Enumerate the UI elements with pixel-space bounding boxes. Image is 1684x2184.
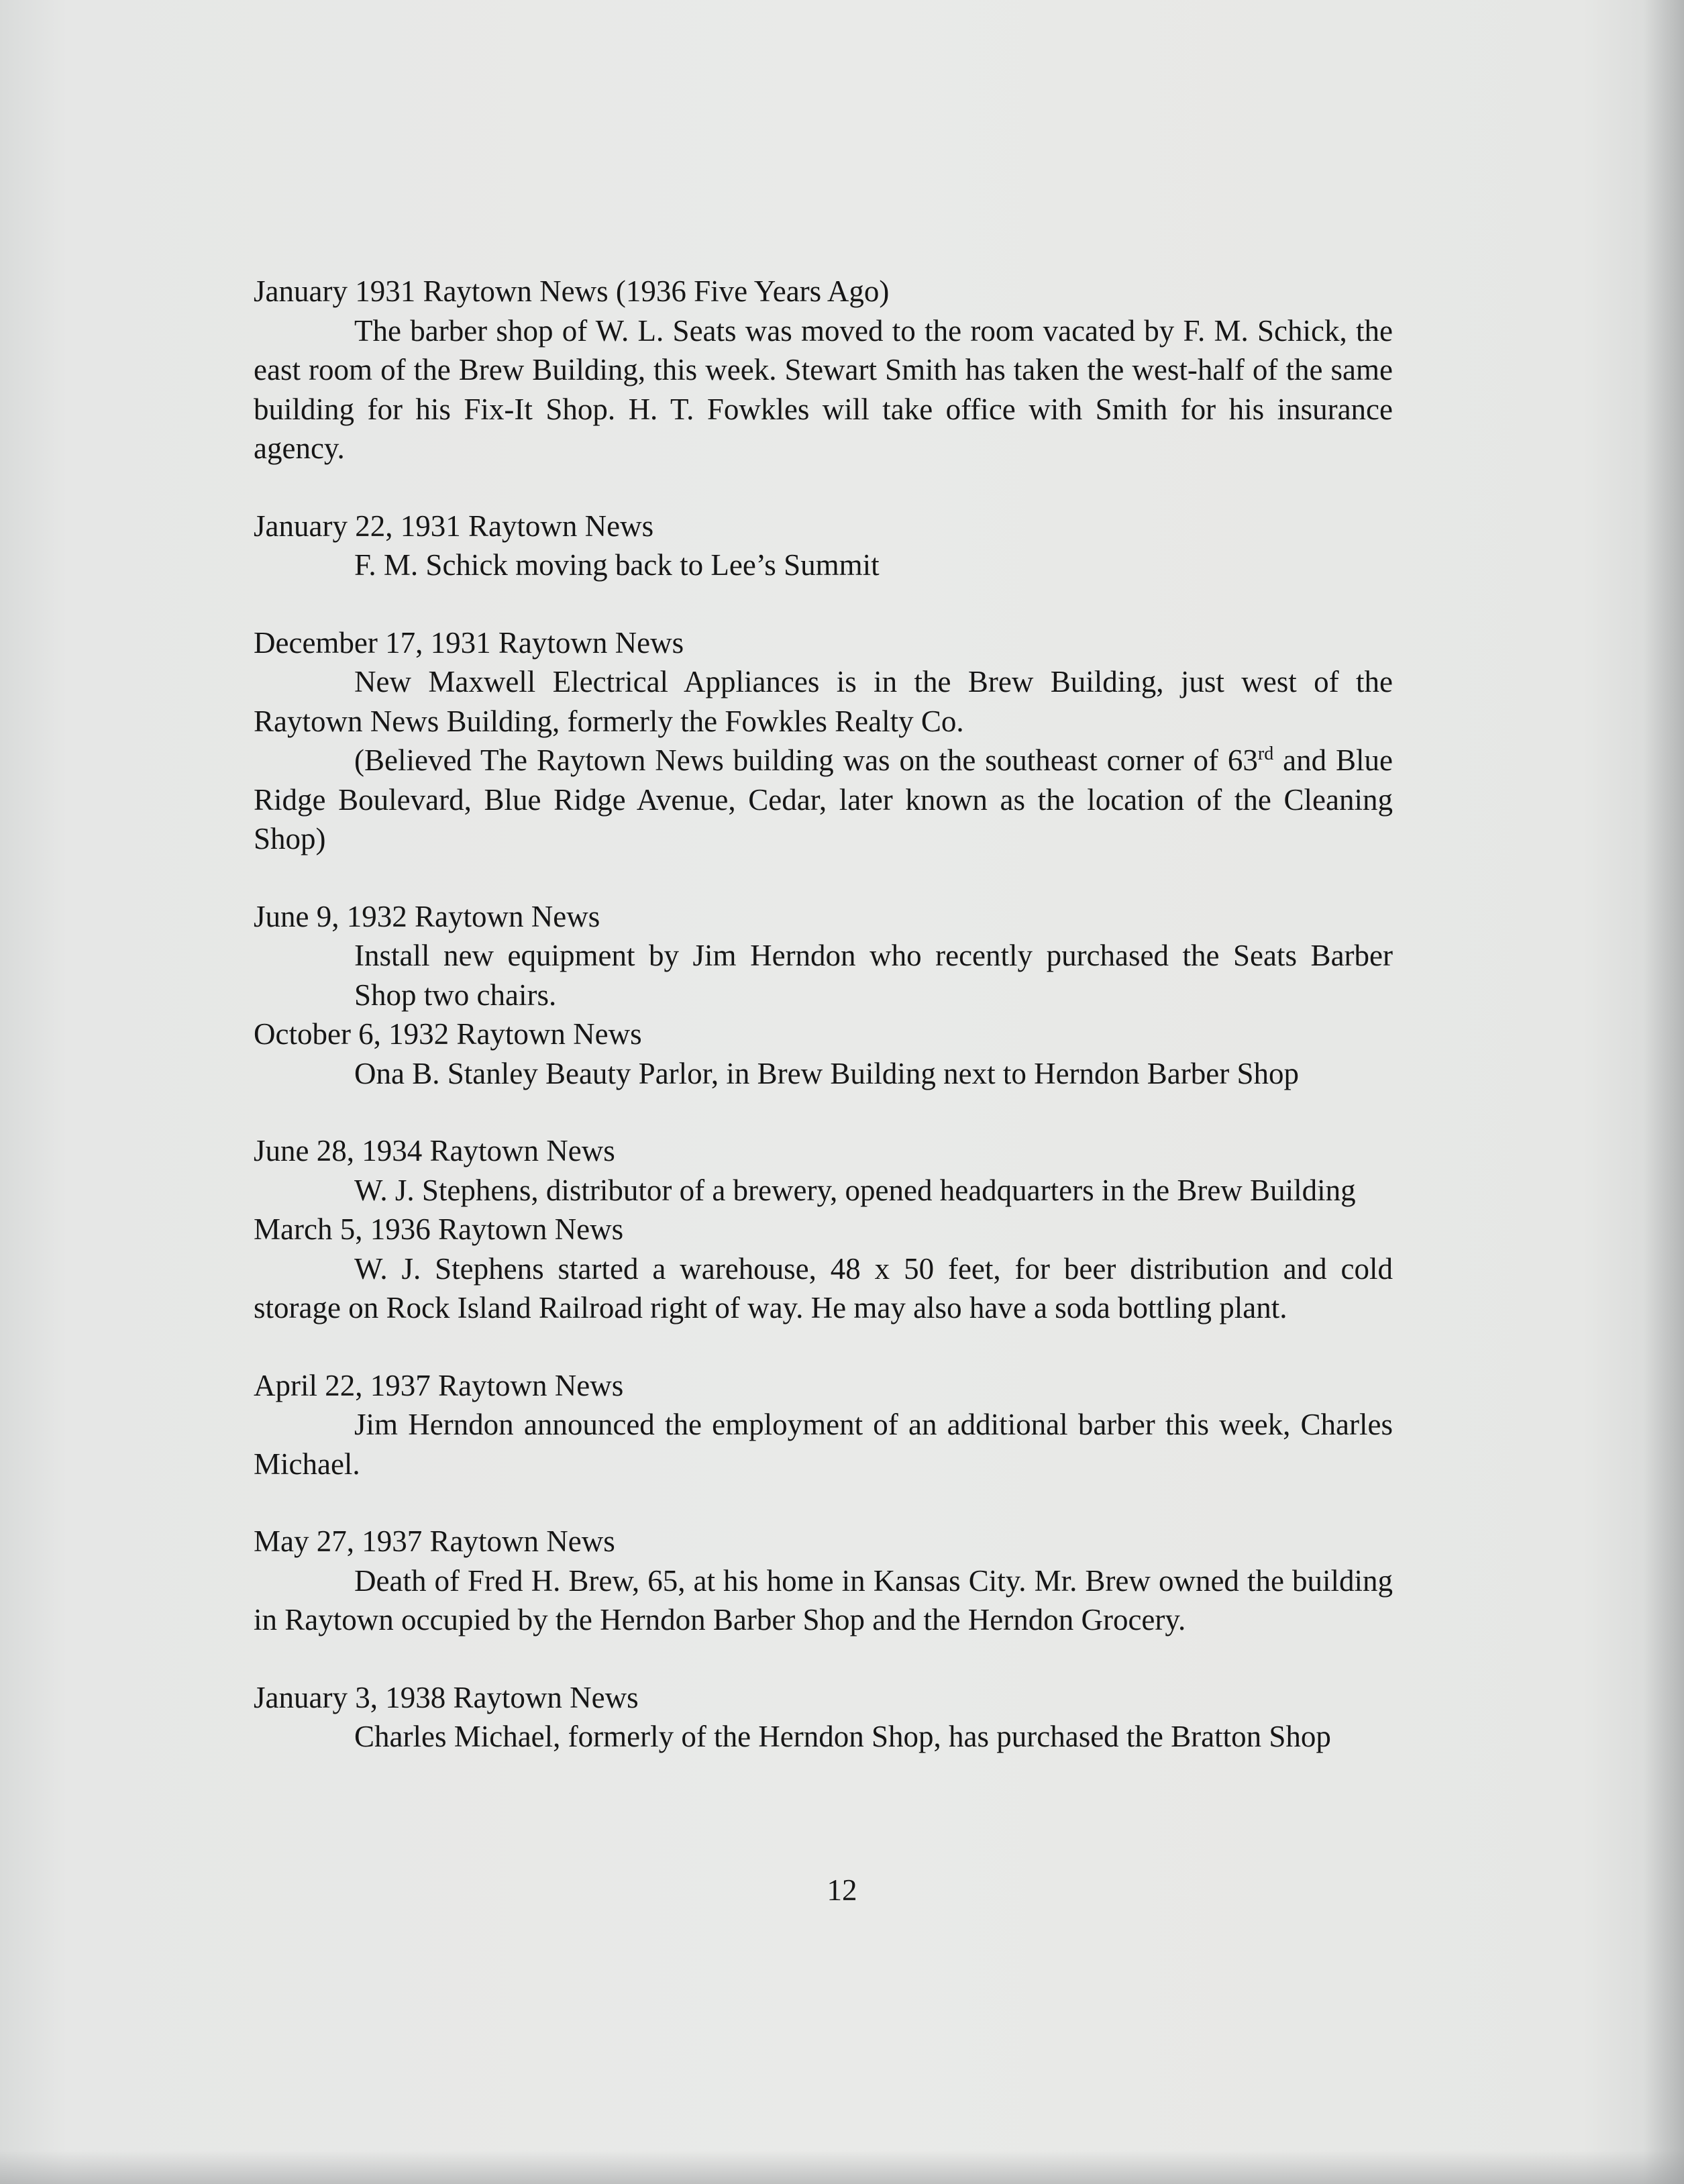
entry-paragraph: Charles Michael, formerly of the Herndon Shop, has purchased the Bratton Shop: [354, 1720, 1331, 1753]
entry-paragraph: Jim Herndon announced the employment of an additional barber this week, Charles Michael.: [254, 1408, 1393, 1481]
entry-paragraph: W. J. Stephens started a warehouse, 48 x 50 feet, for beer distribution and cold storage on Rock Island Railroad right of way. He may also have a soda bottling plant.: [254, 1251, 1393, 1324]
entry-apr-22-1937: [254, 1366, 1393, 1484]
entry-heading: March 5, 1936 Raytown News: [254, 1212, 624, 1246]
entry-heading: January 1931 Raytown News (1936 Five Years Ago): [254, 274, 890, 308]
entry-paragraph: F. M. Schick moving back to Lee’s Summit: [354, 548, 880, 582]
entry-paragraph: W. J. Stephens, distributor of a brewery, opened headquarters in the Brew Building: [354, 1173, 1356, 1207]
entry-heading: April 22, 1937 Raytown News: [254, 1368, 624, 1402]
note-text: and Blue Ridge Boulevard, Blue Ridge Avenue, Cedar, later known as the location of the Cleaning Shop): [254, 743, 1393, 855]
entry-may-27-1937: [254, 1522, 1393, 1640]
entry-heading: January 3, 1938 Raytown News: [254, 1680, 639, 1714]
entry-paragraph: The barber shop of W. L. Seats was moved to the room vacated by F. M. Schick, the east room of the Brew Building, this week. Stewart Smith has taken the west-half of the same building for his Fix-It Shop. H. T. Fowkles will take office with Smith for his insurance agency.: [254, 313, 1393, 465]
entry-oct-6-1932: [254, 1015, 1393, 1093]
page-edge-shadow: [1644, 0, 1684, 2184]
entry-jan-3-1938: [254, 1678, 1393, 1757]
ordinal-superscript: rd: [1257, 743, 1274, 764]
page-bottom-shadow: [0, 2150, 1684, 2184]
entry-heading: June 28, 1934 Raytown News: [254, 1134, 615, 1167]
entry-paragraph: Ona B. Stanley Beauty Parlor, in Brew Building next to Herndon Barber Shop: [354, 1056, 1299, 1090]
entry-paragraph: Death of Fred H. Brew, 65, at his home in Kansas City. Mr. Brew owned the building in Raytown occupied by the Herndon Barber Shop and the Herndon Grocery.: [254, 1563, 1393, 1636]
entry-note: [254, 741, 1393, 859]
entry-jan-22-1931: [254, 507, 1393, 585]
entry-heading: May 27, 1937 Raytown News: [254, 1524, 615, 1558]
entry-jun-9-1932: [254, 897, 1393, 1015]
document-body: [254, 272, 1393, 1757]
entry-paragraph: New Maxwell Electrical Appliances is in the Brew Building, just west of the Raytown News Building, formerly the Fowkles Realty Co.: [254, 665, 1393, 738]
entry-heading: January 22, 1931 Raytown News: [254, 509, 654, 543]
entry-heading: December 17, 1931 Raytown News: [254, 625, 684, 660]
entry-paragraph: Install new equipment by Jim Herndon who recently purchased the Seats Barber Shop two chairs.: [354, 939, 1393, 1012]
entry-mar-5-1936: [254, 1210, 1393, 1328]
entry-heading: June 9, 1932 Raytown News: [254, 899, 600, 933]
note-text: (Believed The Raytown News building was on the southeast corner of 63: [354, 743, 1258, 777]
entry-jun-28-1934: [254, 1131, 1393, 1210]
entry-dec-17-1931: [254, 623, 1393, 859]
entry-jan-1931: [254, 272, 1393, 468]
page-number: 12: [827, 1873, 857, 1907]
entry-heading: October 6, 1932 Raytown News: [254, 1017, 642, 1051]
